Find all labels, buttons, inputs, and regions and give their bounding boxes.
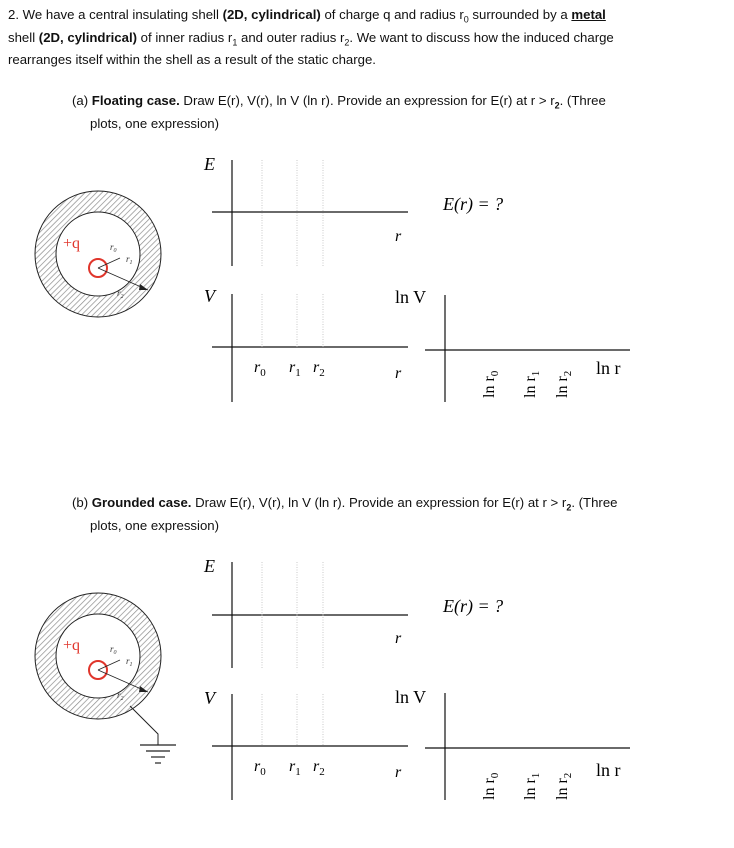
part-b-prompt: (b) Grounded case. Draw E(r), V(r), ln V (ln r). Provide an expression for E(r) at $r > r_2$. (Three plots, one expression) xyxy=(72,495,618,533)
part-b-V-plot xyxy=(204,688,408,800)
E-axis-label: E xyxy=(204,556,215,576)
r2-label: $r_2$ xyxy=(117,288,124,300)
charge-label: +q xyxy=(63,637,81,654)
problem-number: 2. xyxy=(8,7,19,22)
V-axis-label: V xyxy=(204,688,215,708)
metal-emphasis: metal xyxy=(571,7,606,22)
part-a-lnV-plot xyxy=(395,194,630,402)
lnV-axis-label: ln V xyxy=(395,287,427,307)
E-expression-prompt: E(r) = ? xyxy=(443,194,504,214)
lnr-axis-label: ln r xyxy=(596,760,621,780)
part-b-title: Grounded case. xyxy=(91,495,192,510)
log-tick-r2: $\ln r_2$ xyxy=(554,370,574,398)
ground-wire xyxy=(130,706,158,745)
part-b-cross-section xyxy=(35,593,176,763)
r1-label: $r_1$ xyxy=(126,656,133,668)
charge-label: +q xyxy=(63,235,81,252)
r0-label: $r_0$ xyxy=(110,242,117,254)
intro-line-3: rearranges itself within the shell as a result of the static charge. xyxy=(8,52,376,68)
r-axis-label: r xyxy=(395,228,402,245)
intro-line-1: 2. We have a central insulating shell (2D, cylindrical) of charge q and radius $r_0$ surrounded by a metal xyxy=(8,7,606,25)
r0-label: $r_0$ xyxy=(110,644,117,656)
r-axis-label-v: r xyxy=(395,365,402,382)
part-a-cross-section xyxy=(35,191,161,317)
part-b-lnV-plot xyxy=(395,596,630,800)
tick-r2: $r_2$ xyxy=(313,359,325,379)
tick-r1: $r_1$ xyxy=(289,359,301,379)
r2-label: $r_2$ xyxy=(117,690,124,702)
log-tick-r2: $\ln r_2$ xyxy=(554,772,574,800)
tick-r2: $r_2$ xyxy=(313,758,325,778)
log-tick-r0: $\ln r_0$ xyxy=(481,370,501,398)
part-a-V-plot xyxy=(204,286,408,402)
tick-r0: $r_0$ xyxy=(254,359,266,379)
lnV-axis-label: ln V xyxy=(395,687,427,707)
r-axis-label: r xyxy=(395,630,402,647)
part-a-E-plot xyxy=(203,154,408,266)
tick-r0: $r_0$ xyxy=(254,758,266,778)
lnr-axis-label: ln r xyxy=(596,358,621,378)
log-tick-r1: $\ln r_1$ xyxy=(522,370,542,398)
log-tick-r0: $\ln r_0$ xyxy=(481,772,501,800)
intro-line-2: shell (2D, cylindrical) of inner radius $r_1$ and outer radius $r_2$. We want to discuss how the induced charge xyxy=(8,29,614,48)
r1-label: $r_1$ xyxy=(126,254,133,266)
E-axis-label: E xyxy=(204,154,215,174)
V-axis-label: V xyxy=(204,286,215,306)
part-b-E-plot xyxy=(203,556,408,668)
E-expression-prompt: E(r) = ? xyxy=(443,596,504,616)
part-a-prompt: (a) Floating case. Draw E(r), V(r), ln V (ln r). Provide an expression for E(r) at $r > r_2$. (Three plots, one expression) xyxy=(72,93,606,131)
part-a-title: Floating case. xyxy=(91,93,180,108)
log-tick-r1: $\ln r_1$ xyxy=(522,772,542,800)
r-axis-label-v: r xyxy=(395,764,402,781)
tick-r1: $r_1$ xyxy=(289,758,301,778)
